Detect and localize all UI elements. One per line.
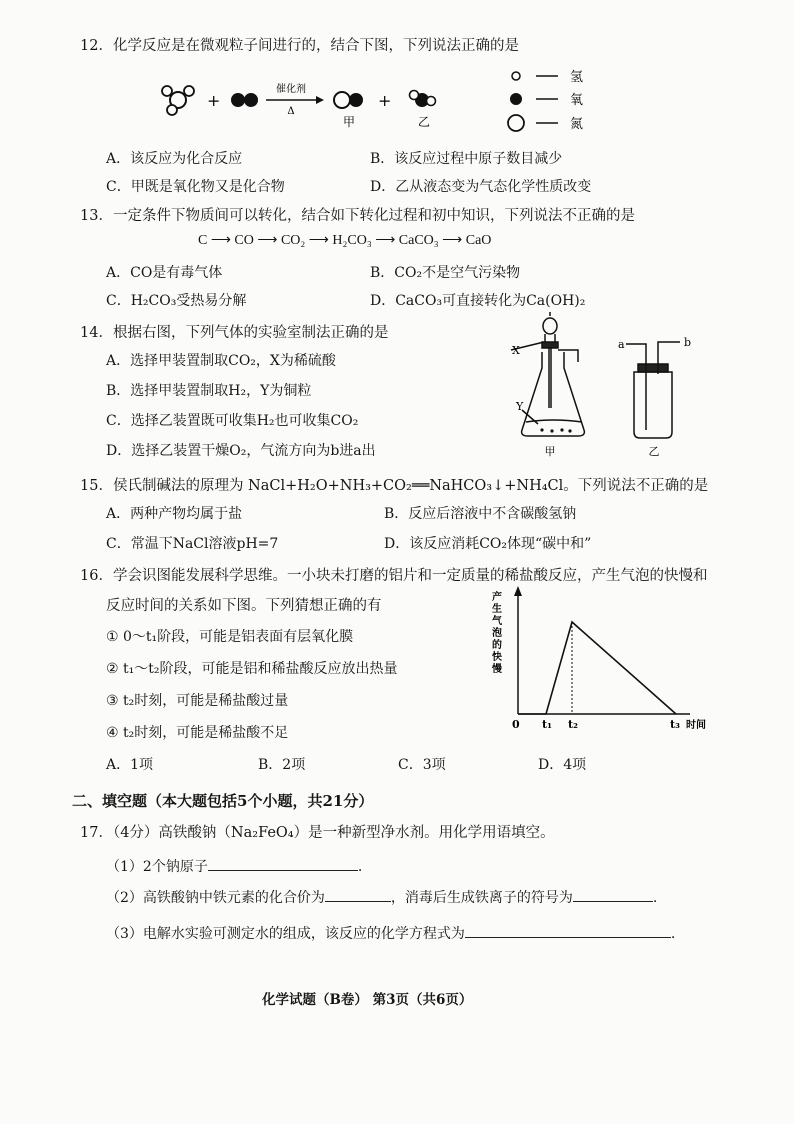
q13-conversion-chain [198,232,491,249]
legend-hydrogen: 氢 [570,70,584,85]
chain-h2co3: H₂CO₃ [332,233,372,248]
svg-text:生: 生 [492,604,502,615]
product-yi-molecule [410,91,436,108]
q13-stem: 13．一定条件下物质间可以转化，结合如下转化过程和初中知识，下列说法不正确的是 [80,208,635,224]
graph-xlabel: 时间 [686,720,706,731]
q14-apparatus-figure [508,312,708,462]
tick-t3: t₃ [670,718,680,731]
chain-cao: CaO [465,233,492,248]
q16-stem-line1: 16．学会识图能发展科学思维。一小块未打磨的铝片和一定质量的稀盐酸反应，产生气泡的快慢和 [80,568,708,584]
q17-part2 [106,887,657,907]
q17-period: . [670,926,676,942]
apparatus-jia [511,312,584,436]
q13-option-c: C．H₂CO₃受热易分解 [106,293,247,309]
q16-item-3: ③ t₂时刻，可能是稀盐酸过量 [106,693,289,709]
q16-item-2: ② t₁～t₂阶段，可能是铝和稀盐酸反应放出热量 [106,661,398,677]
q17-part2-blank-b[interactable] [573,887,653,902]
q12-option-c: C．甲既是氧化物又是化合物 [106,179,285,195]
legend-nitrogen: 氮 [570,117,584,132]
q15-option-b: B．反应后溶液中不含碳酸氢钠 [384,506,577,522]
graph-origin: 0 [512,718,520,731]
q14-option-b: B．选择甲装置制取H₂，Y为铜粒 [106,383,312,399]
q12-stem: 12．化学反应是在微观粒子间进行的，结合下图，下列说法正确的是 [80,38,519,54]
q16-rate-graph [490,586,720,746]
arrow-icon: ⟶ [257,233,278,248]
q16-option-c: C．3项 [398,757,446,773]
arrow-icon: ⟶ [210,233,231,248]
chain-co: CO [234,233,254,248]
q15-stem: 15．侯氏制碱法的原理为 NaCl+H₂O+NH₃+CO₂══NaHCO₃↓+NH₄Cl。下列说法不正确的是 [80,478,709,494]
svg-text:产: 产 [492,592,502,603]
page-footer: 化学试题（B卷） 第3页（共6页） [262,992,473,1008]
q13-option-d: D．CaCO₃可直接转化为Ca(OH)₂ [370,293,586,309]
q12-legend [506,66,596,140]
q12-option-a: A．该反应为化合反应 [106,151,243,167]
apparatus-yi [626,342,680,438]
q16-option-a: A．1项 [106,757,154,773]
q14-option-c: C．选择乙装置既可收集H₂也可收集CO₂ [106,413,359,429]
label-yi: 乙 [648,445,660,458]
graph-ylabel [491,590,503,675]
ammonia-molecule [162,86,194,115]
oxygen-molecule [231,93,258,107]
arrow-icon: ⟶ [442,233,463,248]
q14-option-d: D．选择乙装置干燥O₂，气流方向为b进a出 [106,443,376,459]
q17-part3-text: （3）电解水实验可测定水的组成，该反应的化学方程式为 [106,926,465,942]
q16-stem-line2: 反应时间的关系如下图。下列猜想正确的有 [106,598,382,614]
catalyst-label: 催化剂 [276,84,306,95]
q17-part1-text: （1）2个钠原子 [106,859,208,875]
plus-sign: + [378,91,392,110]
label-jia: 甲 [544,445,556,458]
q16-option-b: B．2项 [258,757,306,773]
svg-text:泡: 泡 [492,628,502,639]
q17-part2-blank-a[interactable] [325,887,391,902]
q12-reaction-diagram [150,70,480,130]
q17-part1 [106,856,362,876]
arrow-icon: ⟶ [308,233,329,248]
q12-option-b: B．该反应过程中原子数目减少 [370,151,563,167]
chain-c: C [198,233,208,248]
label-yi: 乙 [417,115,431,129]
chain-caco3: CaCO₃ [398,233,439,248]
svg-text:慢: 慢 [492,664,502,675]
svg-text:的: 的 [492,640,502,651]
q15-option-a: A．两种产物均属于盐 [106,506,243,522]
q16-option-d: D．4项 [538,757,587,773]
svg-text:气: 气 [492,616,502,627]
chain-co2: CO₂ [280,233,306,248]
q14-stem: 14．根据右图，下列气体的实验室制法正确的是 [80,325,389,341]
q14-option-a: A．选择甲装置制取CO₂，X为稀硫酸 [106,353,336,369]
q16-item-4: ④ t₂时刻，可能是稀盐酸不足 [106,725,289,741]
q17-part2-text-b: ，消毒后生成铁离子的符号为 [390,890,573,906]
q15-option-c: C．常温下NaCl溶液pH=7 [106,536,279,552]
label-jia: 甲 [342,115,356,129]
svg-text:快: 快 [492,652,502,663]
product-jia-molecule [334,92,363,108]
q13-option-b: B．CO₂不是空气污染物 [370,265,521,281]
tick-t2: t₂ [568,718,578,731]
q17-part2-text-a: （2）高铁酸钠中铁元素的化合价为 [106,890,325,906]
arrow-icon: ⟶ [375,233,396,248]
q17-period: . [357,859,363,875]
label-a: a [618,338,625,351]
q12-option-d: D．乙从液态变为气态化学性质改变 [370,179,592,195]
label-y: Y [516,400,524,413]
q13-option-a: A．CO是有毒气体 [106,265,223,281]
q17-part1-blank[interactable] [208,856,358,871]
label-b: b [684,336,692,349]
q17-part3-blank[interactable] [465,923,671,938]
q16-item-1: ① 0～t₁阶段，可能是铝表面有层氧化膜 [106,629,354,645]
plus-sign: + [207,91,221,110]
label-x: X [512,344,520,357]
legend-oxygen: 氧 [570,93,584,108]
q17-stem: 17．（4分）高铁酸钠（Na₂FeO₄）是一种新型净水剂。用化学用语填空。 [80,825,555,841]
tick-t1: t₁ [542,718,552,731]
rate-curve [518,622,676,714]
q15-option-d: D．该反应消耗CO₂体现“碳中和” [384,536,592,552]
section-2-heading: 二、填空题（本大题包括5个小题，共21分） [72,792,374,810]
heat-label: Δ [287,106,295,117]
q17-period: . [652,890,658,906]
q17-part3 [106,923,675,943]
